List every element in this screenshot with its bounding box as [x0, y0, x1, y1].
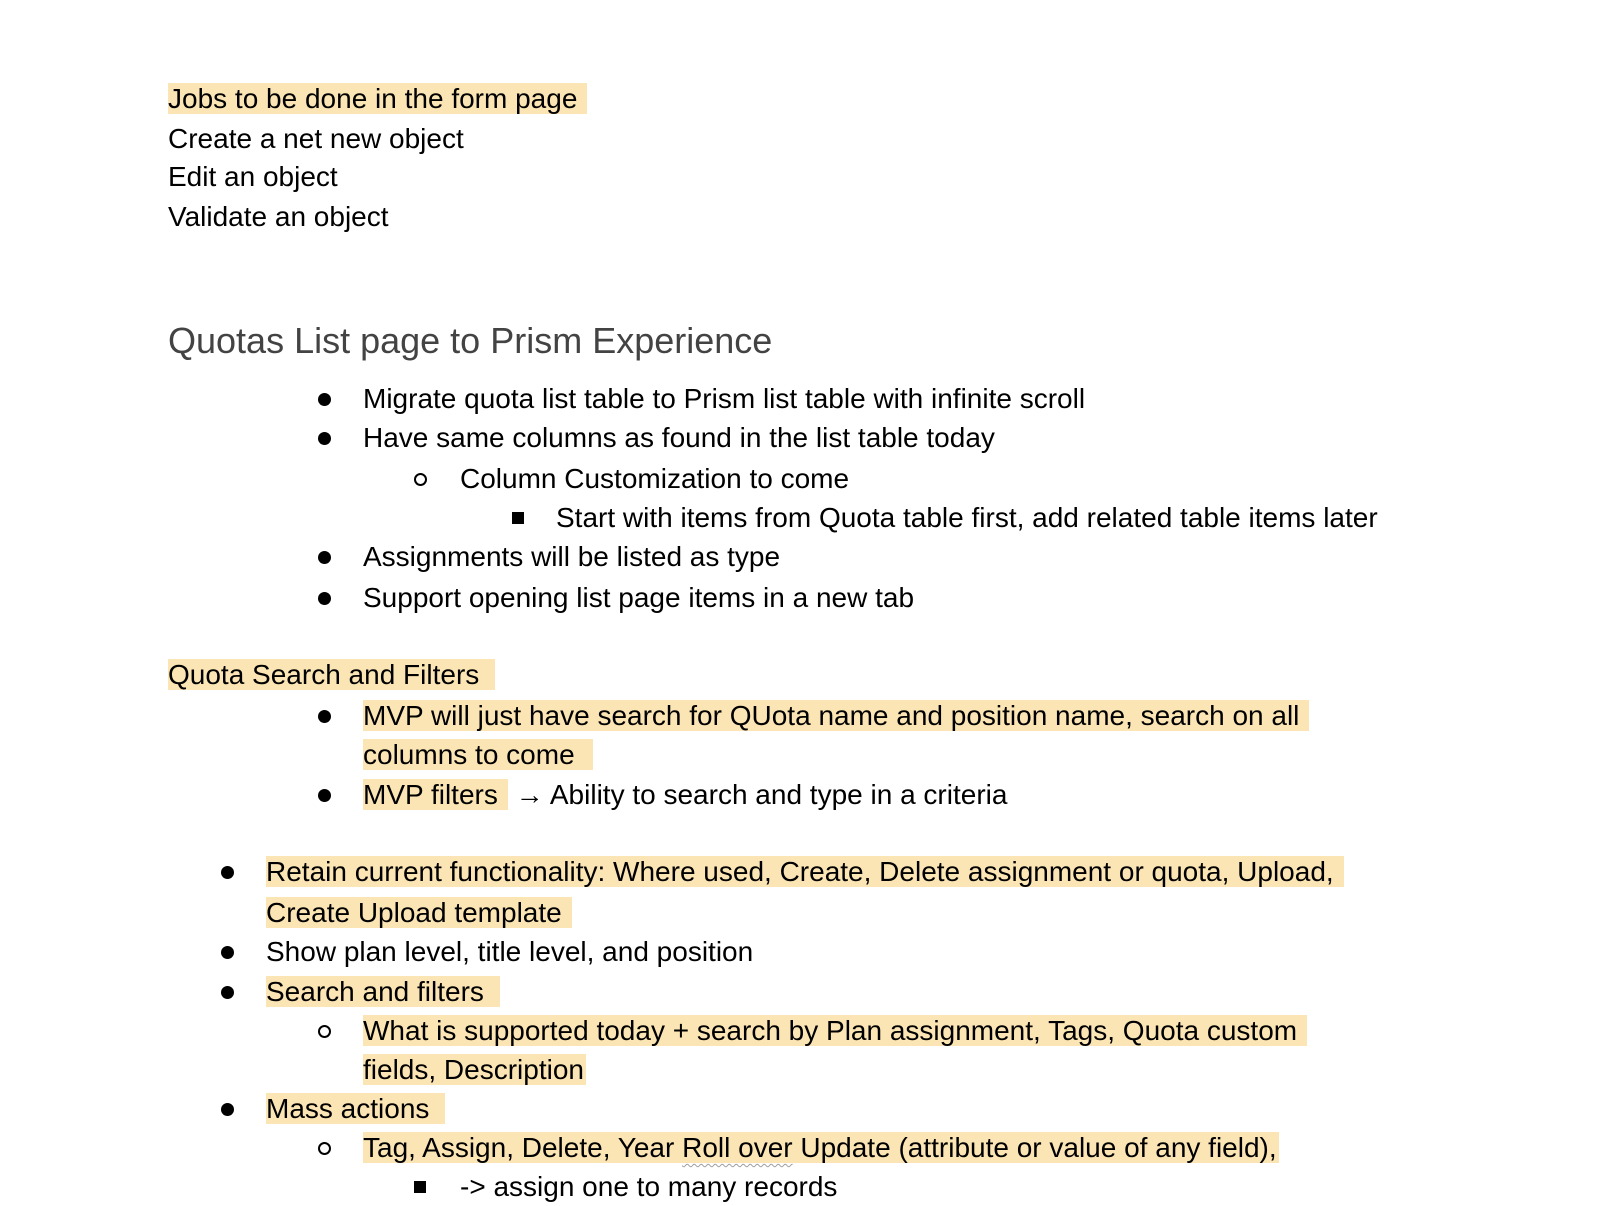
bullet-disc-icon — [312, 419, 336, 457]
bullet-disc-icon — [215, 933, 239, 971]
bullet-disc-icon — [215, 853, 239, 891]
bullet-disc-icon — [312, 776, 336, 814]
bullet-circle-icon — [312, 1012, 336, 1050]
jobs-title-line[interactable] — [168, 80, 587, 118]
bullet-disc-icon — [312, 697, 336, 735]
search-bullet-mvp-text1: MVP will just have search for QUota name and position name, search on all — [363, 700, 1309, 731]
bullet-disc-icon — [215, 973, 239, 1011]
search-bullet-mvp-text2: columns to come — [363, 739, 593, 770]
search-bullet-mvp-filters-highlight: MVP filters — [363, 779, 508, 810]
req-search-sub-line2[interactable] — [363, 1051, 586, 1089]
req-search-filters-text: Search and filters — [266, 976, 500, 1007]
req-search-sub-text1: What is supported today + search by Plan assignment, Tags, Quota custom — [363, 1015, 1307, 1046]
search-bullet-mvp-filters[interactable] — [363, 776, 1007, 814]
quotas-bullet-assignments[interactable]: Assignments will be listed as type — [363, 541, 781, 572]
bullet-disc-icon — [312, 579, 336, 617]
quotas-bullet-new-tab[interactable]: Support opening list page items in a new tab — [363, 582, 915, 613]
bullet-square-icon — [506, 499, 530, 537]
search-filters-title-line[interactable] — [168, 656, 495, 694]
spellcheck-roll-over[interactable]: Roll over — [682, 1132, 793, 1163]
jobs-item-validate[interactable]: Validate an object — [168, 201, 389, 232]
quotas-sub-column-customization[interactable]: Column Customization to come — [460, 463, 850, 494]
jobs-item-edit[interactable]: Edit an object — [168, 161, 338, 192]
req-mass-sub-part-a: Tag, Assign, Delete, Year — [363, 1132, 683, 1163]
bullet-circle-icon — [312, 1129, 336, 1167]
req-retain-text2: Create Upload template — [266, 897, 572, 928]
req-show-plan-level[interactable]: Show plan level, title level, and position — [266, 936, 754, 967]
search-bullet-mvp-line1[interactable] — [363, 697, 1309, 735]
search-bullet-mvp-filters-rest: → Ability to search and type in a criteria — [507, 779, 1008, 810]
req-mass-sub-text — [363, 1132, 1279, 1163]
bullet-disc-icon — [312, 380, 336, 418]
quotas-subsub-start-with-items[interactable]: Start with items from Quota table first, add related table items later — [556, 502, 1378, 533]
req-mass-subsub[interactable]: -> assign one to many records — [460, 1171, 838, 1202]
req-search-filters[interactable] — [266, 973, 500, 1011]
req-mass-sub[interactable] — [363, 1129, 1279, 1167]
req-retain-line1[interactable] — [266, 853, 1344, 891]
bullet-square-icon — [408, 1168, 432, 1206]
req-mass-actions-text: Mass actions — [266, 1093, 445, 1124]
bullet-disc-icon — [215, 1090, 239, 1128]
req-mass-sub-part-c: Update (attribute or value of any field), — [792, 1132, 1277, 1163]
quotas-bullet-columns[interactable]: Have same columns as found in the list table today — [363, 422, 995, 453]
search-bullet-mvp-line2[interactable] — [363, 736, 593, 774]
bullet-circle-icon — [408, 460, 432, 498]
jobs-title: Jobs to be done in the form page — [168, 83, 587, 114]
req-search-sub-line1[interactable] — [363, 1012, 1307, 1050]
jobs-item-create[interactable]: Create a net new object — [168, 123, 464, 154]
req-mass-actions[interactable] — [266, 1090, 445, 1128]
req-search-sub-text2: fields, Description — [363, 1054, 584, 1085]
quotas-bullet-migrate[interactable]: Migrate quota list table to Prism list table with infinite scroll — [363, 383, 1086, 414]
req-retain-text1: Retain current functionality: Where used, Create, Delete assignment or quota, Upload, — [266, 856, 1344, 887]
search-filters-title: Quota Search and Filters — [168, 659, 495, 690]
req-retain-line2[interactable] — [266, 894, 572, 932]
quotas-list-heading[interactable]: Quotas List page to Prism Experience — [168, 320, 773, 361]
bullet-disc-icon — [312, 538, 336, 576]
